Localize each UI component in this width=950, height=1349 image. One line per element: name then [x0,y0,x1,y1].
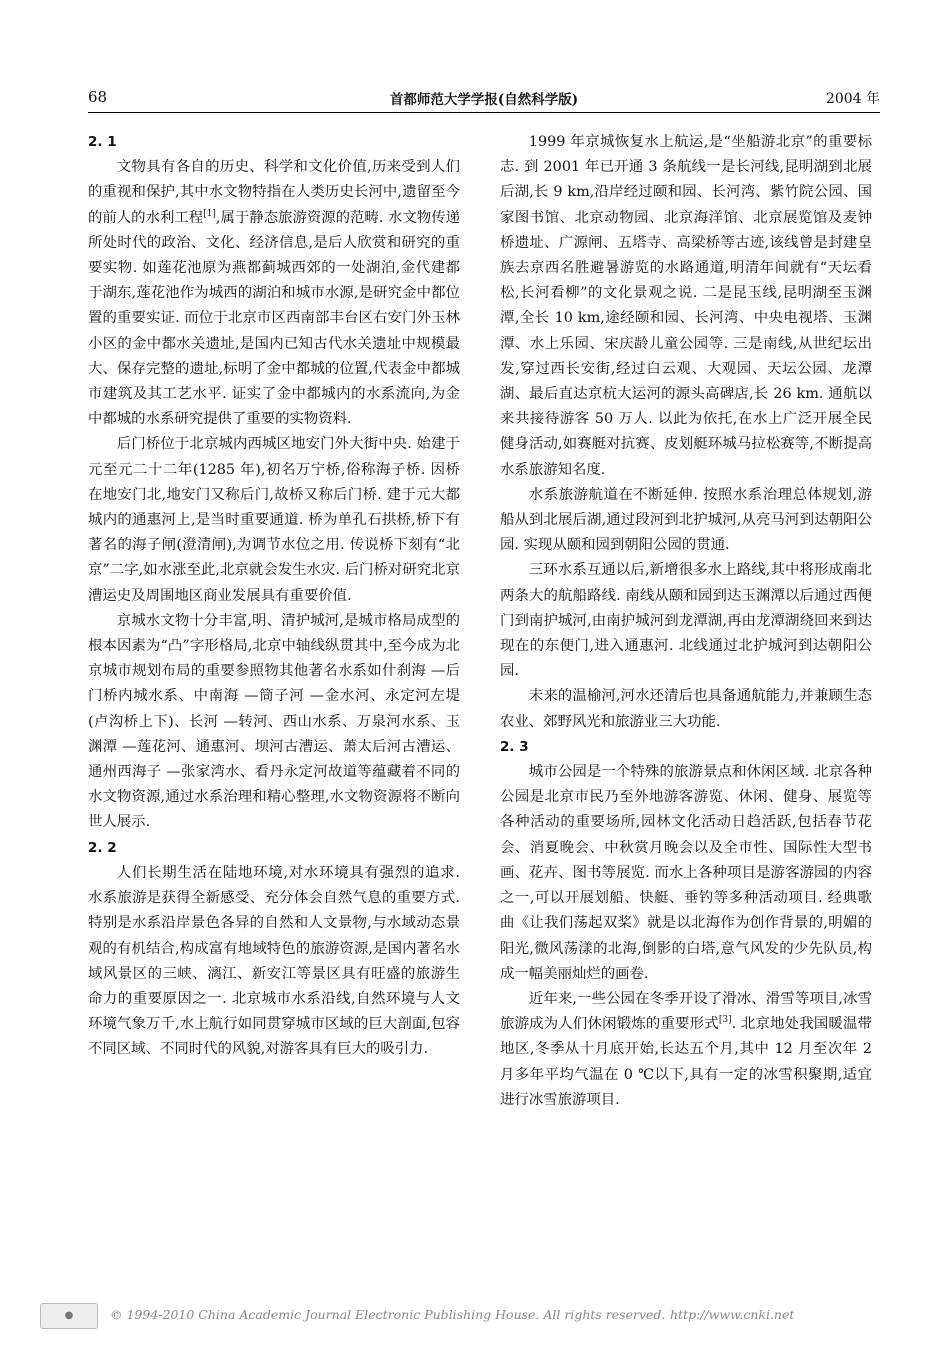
paragraph-text: 近年来,一些公园在冬季开设了滑冰、滑雪等项目,冰雪旅游成为人们休闲锻炼的重要形式 [500,990,872,1033]
page-footer [40,1303,920,1329]
paragraph: 后门桥位于北京城内西城区地安门外大街中央. 始建于元至元二十二年(1285 年),初名万宁桥,俗称海子桥. 因桥在地安门北,地安门又称后门,故桥又称后门桥. 建于元大都城内的通惠河上,是当时重要通道. 桥为单孔石拱桥,桥下有著名的海子闸(澄清闸),为调节水位之用. 传说桥下刻有“北京”二字,如水涨至此,北京就会发生水灾. 后门桥对研究北京漕运史及周围地区商业发展具有重要价值. [88,436,460,604]
journal-year: 2004 年 [825,91,880,107]
section-heading-2-1: 2. 1 [88,134,117,150]
journal-title: 首都师范大学学报(自然科学版) [389,92,579,108]
paragraph: 人们长期生活在陆地环境,对水环境具有强烈的追求. 水系旅游是获得全新感受、充分体会自然气息的重要方式. 特别是水系沿岸景色各异的自然和人文景物,与水域动态景观的有机结合,构成富有地域特色的旅游资源,是国内著名水域风景区的三峡、漓江、新安江等景区具有旺盛的旅游生命力的重要原因之一. 北京城市水系沿线,自然环境与人文环境气象万千,水上航行如同贯穿城市区域的巨大剖面,包容不同区域、不同时代的风貌,对游客具有巨大的吸引力. [88,864,460,1058]
paragraph: 水系旅游航道在不断延伸. 按照水系治理总体规划,游船从到北展后湖,通过段河到北护城河,从亮马河到达朝阳公园. 实现从颐和园到朝阳公园的贯通. [500,486,872,554]
section-heading-2-2: 2. 2 [88,839,117,856]
header-rule [88,112,880,113]
section-heading-2-3: 2. 3 [500,738,529,755]
right-column [500,130,872,1113]
paragraph [500,987,872,1113]
page-header [88,86,880,110]
paragraph: 未来的温榆河,河水还清后也具备通航能力,并兼顾生态农业、郊野风光和旅游业三大功能. [500,688,872,730]
paragraph: 京城水文物十分丰富,明、清护城河,是城市格局成型的根本因素为“凸”字形格局,北京中轴线纵贯其中,至今成为北京城市规划布局的重要参照物其他著名水系如什刹海 —后门桥内城水系、中南海 —筒子河 —金水河、永定河左堤(卢沟桥上下)、长河 —转河、西山水系、万泉河水系、玉渊潭 —莲花河、通惠河、坝河古漕运、萧太后河古漕运、通州西海子 —张家湾水、看丹永定河故道等蕴藏着不同的水文物资源,通过水系治理和精心整理,水文物资源将不断向世人展示. [88,612,460,831]
citation: [1] [203,208,216,219]
copyright-notice: © 1994-2010 China Academic Journal Electronic Publishing House. All rights reserved. [110,1307,666,1322]
paragraph: 1999 年京城恢复水上航运,是“坐船游北京”的重要标志. 到 2001 年已开通 3 条航线一是长河线,昆明湖到北展后湖,长 9 km,沿岸经过颐和园、长河湾、紫竹院公园、国家图书馆、北京动物园、北京海洋馆、北京展览馆及麦钟桥遗址、广源闸、五塔寺、高梁桥等古迹,该线曾是封建皇族去京西名胜避暑游览的水路通道,明清年间就有“天坛看松,长河看柳”的文化景观之说. 二是昆玉线,昆明湖至玉渊潭,全长 10 km,途经颐和园、长河湾、中央电视塔、玉渊潭、水上乐园、宋庆龄儿童公园等. 三是南线,从世纪坛出发,穿过西长安街,经过白云观、大观园、天坛公园、龙潭湖、最后直达京杭大运河的源头高碑店,长 26 km. 通航以来共接待游客 50 万人. 以此为依托,在水上广泛开展全民健身活动,如赛艇对抗赛、皮划艇环城马拉松赛等,不断提高水系旅游知名度. [500,134,872,478]
cnki-logo-icon: ● [40,1303,98,1329]
footer-url[interactable]: http://www.cnki.net [670,1307,795,1322]
page-number: 68 [88,88,108,106]
left-column [88,130,460,1063]
paragraph: 三环水系互通以后,新增很多水上路线,其中将形成南北两条大的航船路线. 南线从颐和园到达玉渊潭以后通过西便门到南护城河,由南护城河到龙潭湖,再由龙潭湖绕回来到达现在的东便门,进入通惠河. 北线通过北护城河到达朝阳公园. [500,562,872,680]
paragraph [88,155,460,432]
paragraph-text: ,属于静态旅游资源的范畴. 水文物传递所处时代的政治、文化、经济信息,是后人欣赏和研究的重要实物. 如莲花池原为燕都蓟城西郊的一处湖泊,金代建都于湖东,莲花池作为城西的湖泊和城市水源,是研究金中都位置的重要实证. 而位于北京市区西南部丰台区右安门外玉林小区的金中都水关遗址,是国内已知古代水关遗址中规模最大、保存完整的遗址,标明了金中都城的位置,代表金中都城市建筑及其工艺水平. 证实了金中都城内的水系流向,为金中都城的水系研究提供了重要的实物资料. [88,209,460,428]
paragraph-text: . 北京地处我国暖温带地区,冬季从十月底开始,长达五个月,其中 12 月至次年 2 月多年平均气温在 0 ℃以下,具有一定的冰雪积聚期,适宜进行冰雪旅游项目. [500,1016,872,1108]
paragraph: 城市公园是一个特殊的旅游景点和休闲区域. 北京各种公园是北京市民乃至外地游客游览、休闲、健身、展览等各种活动的重要场所,园林文化活动日趋活跃,包括春节花会、消夏晚会、中秋赏月晚会以及全市性、国际性大型书画、花卉、图书等展览. 而水上各种项目是游客游园的内容之一,可以开展划船、快艇、垂钓等多种活动项目. 经典歌曲《让我们荡起双桨》就是以北海作为创作背景的,明媚的阳光,微风荡漾的北海,倒影的白塔,意气风发的少先队员,构成一幅美丽灿烂的画卷. [500,764,872,982]
paragraph-text: 文物具有各自的历史、科学和文化价值,历来受到人们的重视和保护,其中水文物特指在人类历史长河中,遗留至今的前人的水利工程 [88,159,460,226]
citation: [3] [718,1015,732,1026]
